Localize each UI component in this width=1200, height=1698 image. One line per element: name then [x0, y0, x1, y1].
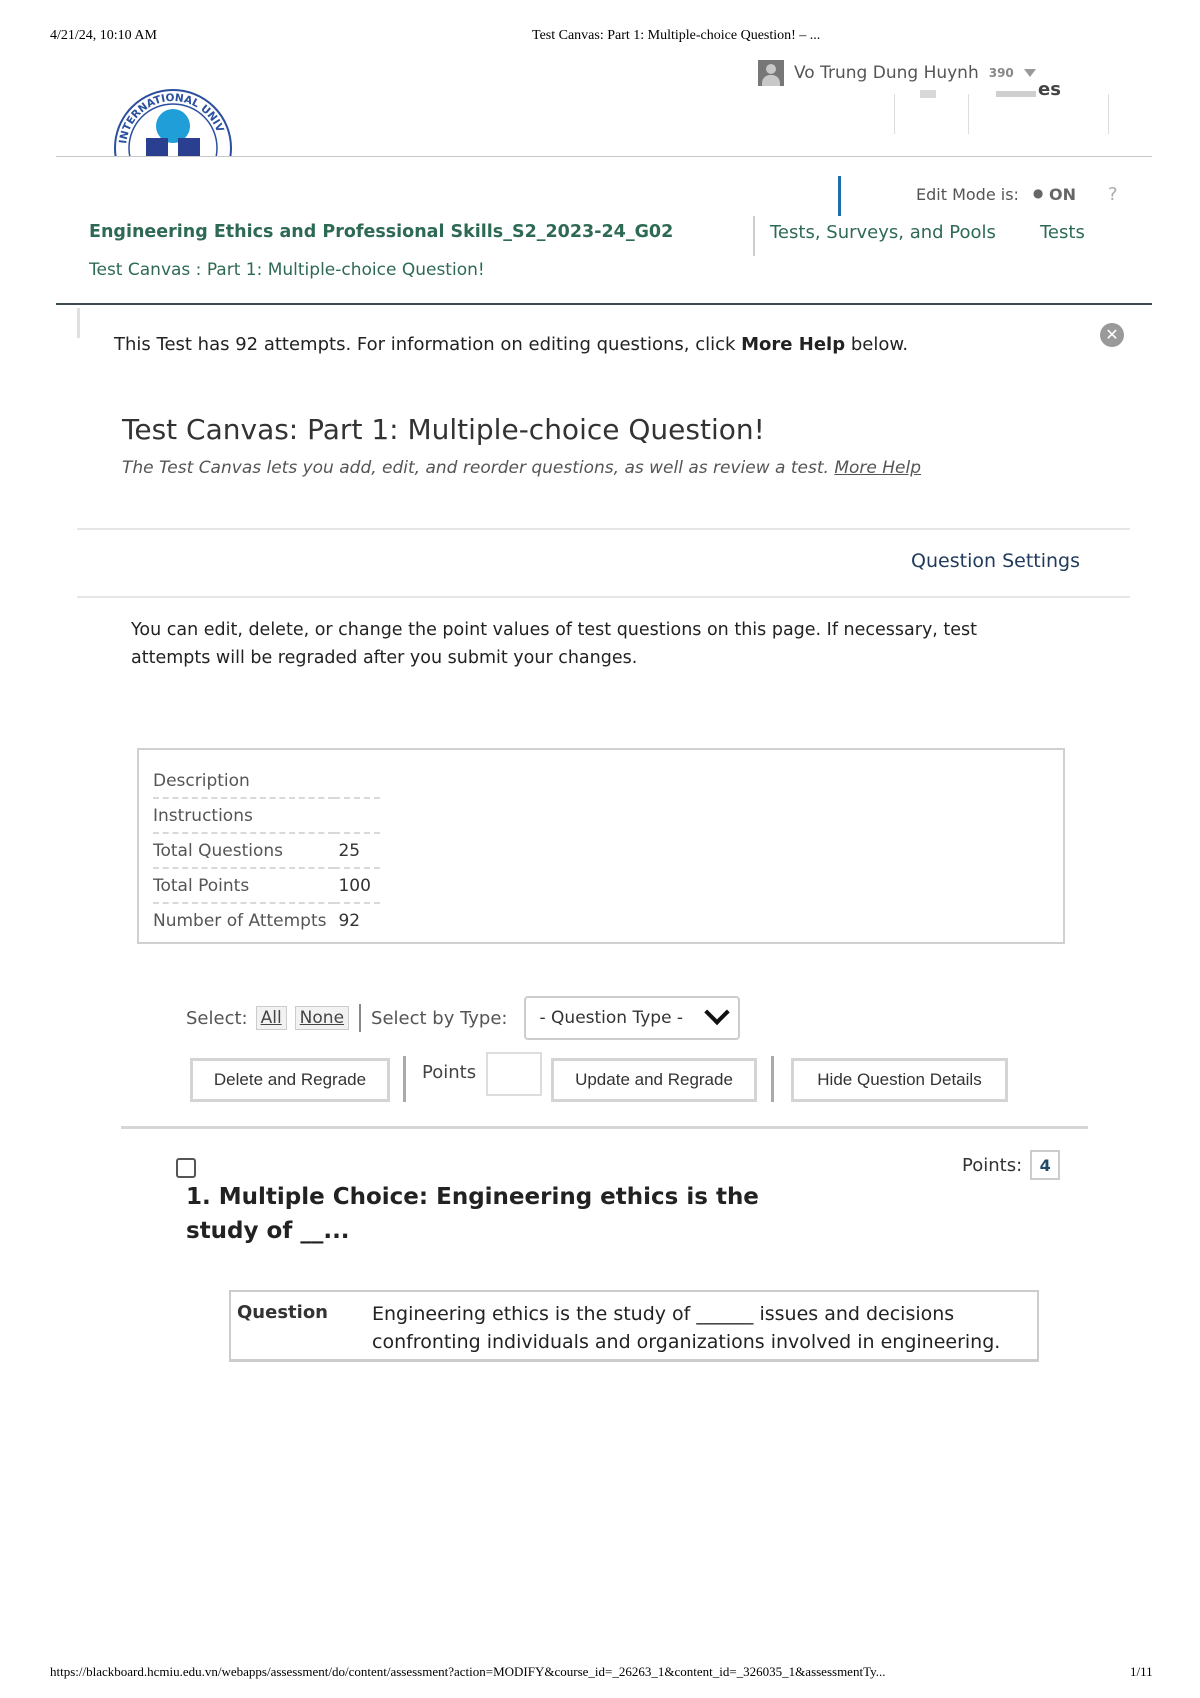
- print-url: https://blackboard.hcmiu.edu.vn/webapps/assessment/do/content/assessment?action=MODIFY&course_id=_26263_1&content_id=_326035_1&assessmentTy...: [50, 1664, 886, 1679]
- university-logo[interactable]: [106, 86, 240, 156]
- nav-divider: [894, 94, 895, 134]
- select-label: Select:: [186, 1007, 248, 1029]
- question-settings-button[interactable]: Question Settings: [911, 550, 1080, 572]
- points-label: Points: [422, 1062, 477, 1083]
- print-datetime: 4/21/24, 10:10 AM: [50, 28, 157, 43]
- avatar: [758, 60, 784, 86]
- detail-value: [334, 798, 380, 833]
- user-name[interactable]: Vo Trung Dung Huynh: [794, 63, 979, 83]
- nav-item-clipped: [996, 91, 1036, 97]
- logo-text: INTERNATIONAL UNIV: [117, 91, 226, 145]
- detail-label: Total Questions: [153, 833, 334, 868]
- breadcrumb[interactable]: Test Canvas : Part 1: Multiple-choice Question!: [89, 260, 485, 280]
- question-text: Engineering ethics is the study of ______ issues and decisions confronting individuals and organizations involved in engineering.: [372, 1303, 1001, 1353]
- close-icon[interactable]: ✕: [1100, 323, 1124, 347]
- question-points-label: Points:: [962, 1154, 1023, 1176]
- breadcrumb-divider: [753, 216, 755, 256]
- nav-item-courses[interactable]: [996, 78, 1061, 100]
- nav-divider: [968, 94, 969, 134]
- print-page-number: 1/11: [1130, 1664, 1153, 1679]
- test-details-box: [137, 748, 1065, 944]
- notification-badge[interactable]: 390: [988, 66, 1014, 80]
- info-message-bold: More Help: [741, 334, 846, 355]
- points-input[interactable]: [486, 1052, 542, 1096]
- edit-mode-state: ON: [1048, 185, 1076, 204]
- question-label: Question: [237, 1302, 328, 1323]
- question-title[interactable]: 1. Multiple Choice: Engineering ethics is the study of __...: [186, 1184, 759, 1244]
- question-settings-bar: [77, 528, 1130, 598]
- tab-tests[interactable]: Tests: [1040, 222, 1085, 243]
- content-edge: [77, 308, 80, 338]
- detail-label: Total Points: [153, 868, 334, 903]
- hide-details-button[interactable]: Hide Question Details: [791, 1058, 1008, 1102]
- question-detail-box: [229, 1290, 1039, 1362]
- info-message-suffix: below.: [845, 334, 909, 355]
- detail-value: 92: [338, 910, 361, 931]
- question-type-value: - Question Type -: [539, 1008, 684, 1028]
- page-subtitle: [122, 458, 921, 478]
- test-details-table: [153, 764, 380, 937]
- tab-tests-surveys-pools[interactable]: Tests, Surveys, and Pools: [770, 222, 996, 243]
- question-points: [962, 1150, 1060, 1180]
- nav-divider: [1108, 94, 1109, 134]
- detail-row: [153, 764, 380, 798]
- question-type-select[interactable]: [524, 996, 740, 1040]
- detail-value: 100: [334, 868, 380, 903]
- detail-label: Description: [153, 764, 334, 798]
- header-divider: [56, 156, 1152, 157]
- status-dot-icon: ●: [1032, 186, 1044, 200]
- edit-mode-value[interactable]: [1033, 185, 1076, 204]
- nav-item-partial[interactable]: [920, 90, 936, 98]
- detail-row: [153, 903, 380, 937]
- detail-row: [153, 868, 380, 903]
- question-divider: [121, 1126, 1088, 1129]
- detail-label: Number of Attempts: [153, 910, 327, 931]
- toolbar-divider: [403, 1056, 406, 1102]
- delete-regrade-button[interactable]: Delete and Regrade: [190, 1058, 390, 1102]
- select-all-button[interactable]: All: [256, 1006, 287, 1030]
- question-checkbox[interactable]: [176, 1158, 196, 1178]
- detail-value: 25: [334, 833, 380, 868]
- toolbar-divider: [771, 1056, 774, 1102]
- chevron-down-icon[interactable]: [1024, 69, 1036, 77]
- detail-label: Instructions: [153, 798, 334, 833]
- page-title: Test Canvas: Part 1: Multiple-choice Question!: [122, 413, 765, 446]
- detail-row: [153, 833, 380, 868]
- edit-mode-accent: [838, 176, 841, 216]
- select-by-type-label: Select by Type:: [371, 1007, 508, 1029]
- question-points-value[interactable]: 4: [1030, 1150, 1060, 1180]
- info-message-text: This Test has 92 attempts. For information on editing questions, click: [114, 334, 742, 355]
- update-regrade-button[interactable]: Update and Regrade: [551, 1058, 757, 1102]
- course-title[interactable]: Engineering Ethics and Professional Skills_S2_2023-24_G02: [89, 222, 674, 242]
- select-toolbar: [186, 996, 740, 1040]
- page-subtitle-text: The Test Canvas lets you add, edit, and reorder questions, as well as review a test.: [122, 458, 829, 478]
- edit-mode-toggle[interactable]: [916, 184, 1118, 205]
- chevron-down-icon: [704, 1000, 729, 1025]
- toolbar-divider: [359, 1004, 361, 1032]
- detail-value: [334, 764, 380, 798]
- nav-item-label: es: [1038, 78, 1061, 100]
- print-doc-title: Test Canvas: Part 1: Multiple-choice Question! – ...: [532, 28, 821, 43]
- help-icon[interactable]: ?: [1107, 184, 1118, 205]
- select-none-button[interactable]: None: [295, 1006, 349, 1030]
- detail-row: [153, 798, 380, 833]
- regrade-note: You can edit, delete, or change the point values of test questions on this page. If necessary, test attempts will be regraded after you submit your changes.: [131, 620, 978, 668]
- user-menu[interactable]: [758, 60, 1036, 86]
- edit-mode-label: Edit Mode is:: [916, 185, 1019, 204]
- more-help-link[interactable]: More Help: [834, 458, 922, 478]
- info-message: [114, 334, 908, 355]
- content-top-border: [56, 303, 1152, 305]
